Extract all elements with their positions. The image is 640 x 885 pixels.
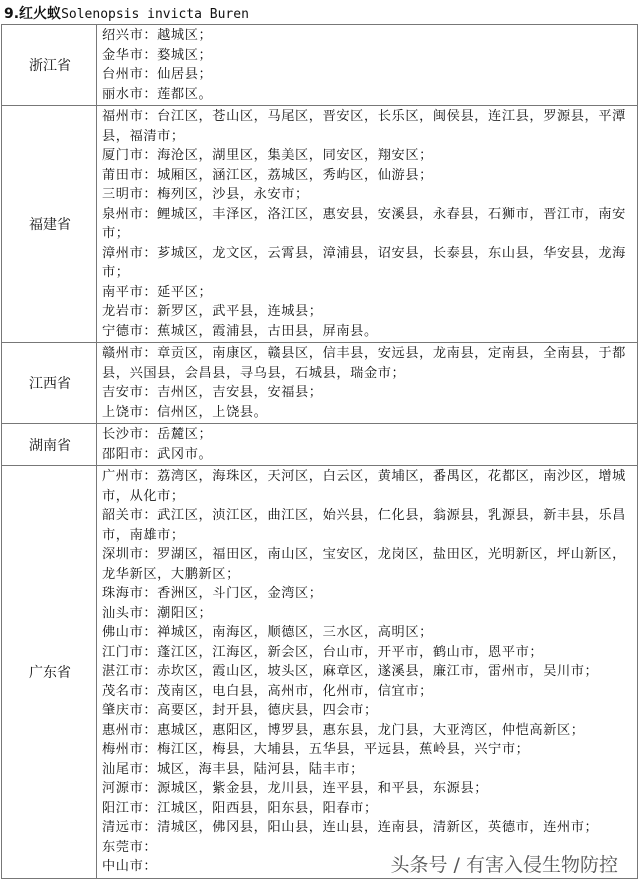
city-entry: 汕尾市：城区，海丰县，陆河县，陆丰市；	[102, 761, 364, 777]
city-entry: 清远市：清城区，佛冈县，阳山县，连山县，连南县，清新区，英德市，连州市；	[102, 820, 599, 835]
city-entry: 长沙市：岳麓区；	[102, 427, 213, 442]
title-number-cn: 9.红火蚁	[4, 6, 62, 22]
city-entry: 吉安市：吉州区，吉安县，安福县；	[102, 385, 323, 400]
city-entry: 漳州市：芗城区，龙文区，云霄县，漳浦县，诏安县，长泰县，东山县，华安县，龙海市；	[102, 245, 626, 280]
city-entry: 肇庆市：高要区，封开县，德庆县，四会市；	[102, 703, 378, 718]
province-row	[2, 25, 638, 106]
city-entry: 三明市：梅列区，沙县，永安市；	[102, 187, 309, 202]
city-entry: 阳江市：江城区，阳西县，阳东县，阳春市；	[102, 800, 378, 816]
city-entry: 湛江市：赤坎区，霞山区，坡头区，麻章区，遂溪县，廉江市，雷州市，吴川市；	[102, 664, 599, 679]
city-entry: 泉州市：鲤城区，丰泽区，洛江区，惠安县，安溪县，永春县，石狮市，晋江市，南安市；	[102, 206, 626, 241]
city-entry: 中山市：	[102, 859, 158, 874]
city-entry: 茂名市：茂南区，电白县，高州市，化州市，信宜市；	[102, 683, 433, 699]
city-entry: 丽水市：莲都区。	[102, 86, 213, 102]
province-row	[2, 424, 638, 466]
city-entry: 南平市：延平区；	[102, 284, 213, 300]
city-entry: 广州市：荔湾区，海珠区，天河区，白云区，黄埔区，番禺区，花都区，南沙区，增城市，从化市；	[102, 469, 626, 504]
province-row	[2, 106, 638, 343]
city-entry: 东莞市：	[102, 839, 158, 855]
city-entry: 深圳市：罗湖区，福田区，南山区，宝安区，龙岗区，盐田区，光明新区，坪山新区，龙华新区，大鹏新区；	[102, 547, 626, 582]
section-title	[4, 3, 249, 23]
province-name: 福建省	[2, 106, 97, 343]
city-entry: 汕头市：潮阳区；	[102, 605, 213, 621]
province-name: 浙江省	[2, 25, 97, 106]
city-entry: 江门市：蓬江区，江海区，新会区，台山市，开平市，鹤山市，恩平市；	[102, 644, 544, 660]
city-entry: 珠海市：香洲区，斗门区，金湾区；	[102, 586, 323, 601]
city-list	[97, 106, 638, 343]
province-row	[2, 343, 638, 424]
city-entry: 绍兴市：越城区；	[102, 28, 213, 43]
city-entry: 宁德市：蕉城区，霞浦县，古田县，屏南县。	[102, 323, 378, 339]
city-list	[97, 466, 638, 879]
city-entry: 惠州市：惠城区，惠阳区，博罗县，惠东县，龙门县，大亚湾区，仲恺高新区；	[102, 722, 585, 738]
city-entry: 韶关市：武江区，浈江区，曲江区，始兴县，仁化县，翁源县，乳源县，新丰县，乐昌市，南雄市；	[102, 508, 626, 543]
city-list	[97, 25, 638, 106]
city-entry: 厦门市：海沧区，湖里区，集美区，同安区，翔安区；	[102, 148, 433, 163]
province-row	[2, 466, 638, 879]
city-list	[97, 343, 638, 424]
city-entry: 邵阳市：武冈市。	[102, 446, 213, 462]
city-entry: 台州市：仙居县；	[102, 67, 213, 82]
city-entry: 金华市：婺城区；	[102, 47, 213, 63]
province-name: 江西省	[2, 343, 97, 424]
province-name: 湖南省	[2, 424, 97, 466]
city-entry: 佛山市：禅城区，南海区，顺德区，三水区，高明区；	[102, 625, 433, 640]
watermark: 头条号 / 有害入侵生物防控	[387, 850, 622, 877]
province-name: 广东省	[2, 466, 97, 879]
city-list	[97, 424, 638, 466]
city-entry: 河源市：源城区，紫金县，龙川县，连平县，和平县，东源县；	[102, 781, 489, 796]
city-entry: 龙岩市：新罗区，武平县，连城县；	[102, 304, 323, 319]
city-entry: 福州市：台江区，苍山区，马尾区，晋安区，长乐区，闽侯县，连江县，罗源县，平潭县，福清市；	[102, 109, 626, 144]
title-latin-name: Solenopsis invicta Buren	[61, 7, 249, 22]
city-entry: 赣州市：章贡区，南康区，赣县区，信丰县，安远县，龙南县，定南县，全南县，于都县，兴国县，会昌县，寻乌县，石城县，瑞金市；	[102, 346, 626, 381]
city-entry: 莆田市：城厢区，涵江区，荔城区，秀屿区，仙游县；	[102, 167, 433, 183]
city-entry: 上饶市：信州区，上饶县。	[102, 404, 268, 420]
city-entry: 梅州市：梅江区，梅县，大埔县，五华县，平远县，蕉岭县，兴宁市；	[102, 742, 530, 757]
distribution-table	[1, 24, 638, 879]
